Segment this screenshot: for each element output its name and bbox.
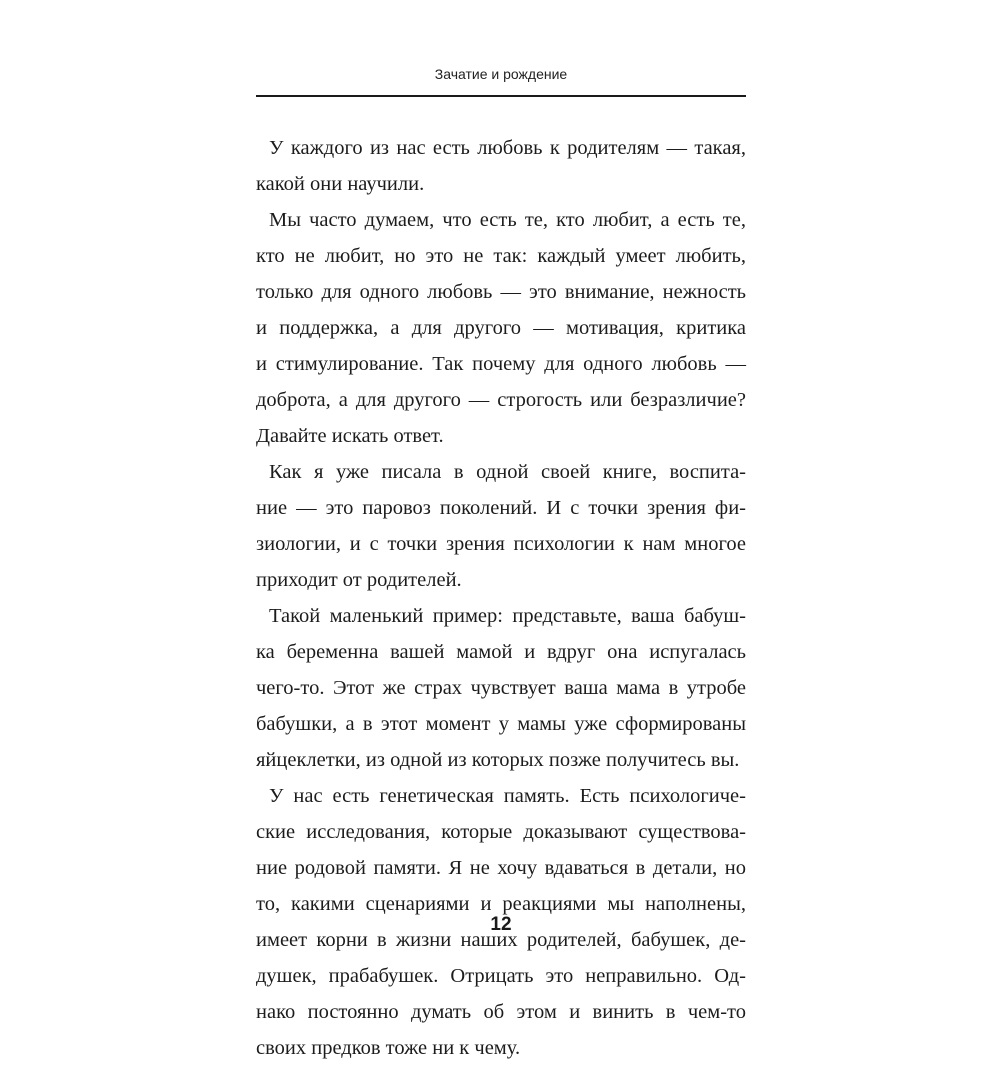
text-line: доброта, а для другого — строгость или безразличие? [256, 389, 746, 411]
text-line: душек, прабабушек. Отрицать это неправильно. Од- [256, 965, 746, 987]
page-number: 12 [490, 914, 512, 935]
text-line: Как я уже писала в одной своей книге, воспита- [269, 461, 746, 483]
text-line: нако постоянно думать об этом и винить в чем-то [256, 1001, 746, 1023]
text-line: ские исследования, которые доказывают существова- [256, 821, 746, 843]
text-line: кто не любит, но это не так: каждый умеет любить, [256, 245, 746, 267]
running-head: Зачатие и рождение [434, 66, 568, 82]
text-line: Давайте искать ответ. [256, 425, 444, 447]
text-line: Мы часто думаем, что есть те, кто любит, а есть те, [269, 209, 746, 231]
text-line: У нас есть генетическая память. Есть психологиче- [269, 785, 746, 807]
paragraph [256, 202, 746, 454]
text-line: ка беременна вашей мамой и вдруг она испугалась [256, 641, 746, 663]
text-line: ние родовой памяти. Я не хочу вдаваться в детали, но [256, 857, 746, 879]
text-line: только для одного любовь — это внимание, нежность [256, 281, 746, 303]
text-line: имеет корни в жизни наших родителей, бабушек, де- [256, 929, 746, 951]
text-line: Такой маленький пример: представьте, ваша бабуш- [269, 605, 746, 627]
header-rule [256, 95, 746, 97]
text-line: и стимулирование. Так почему для одного любовь — [256, 353, 746, 375]
text-line: приходит от родителей. [256, 569, 462, 591]
text-line: и поддержка, а для другого — мотивация, критика [256, 317, 746, 339]
paragraph [256, 598, 746, 778]
text-line: У каждого из нас есть любовь к родителям — такая, [269, 137, 746, 159]
text-line: чего-то. Этот же страх чувствует ваша мама в утробе [256, 677, 746, 699]
text-line: ние — это паровоз поколений. И с точки зрения фи- [256, 497, 746, 519]
text-line: какой они научили. [256, 173, 425, 195]
text-line: своих предков тоже ни к чему. [256, 1037, 521, 1059]
text-line: бабушки, а в этот момент у мамы уже сформированы [256, 713, 746, 735]
paragraph [256, 130, 746, 202]
paragraph [256, 454, 746, 598]
text-line: яйцеклетки, из одной из которых позже получитесь вы. [256, 749, 740, 771]
text-line: то, какими сценариями и реакциями мы наполнены, [256, 893, 746, 915]
text-line: зиологии, и с точки зрения психологии к нам многое [256, 533, 746, 555]
